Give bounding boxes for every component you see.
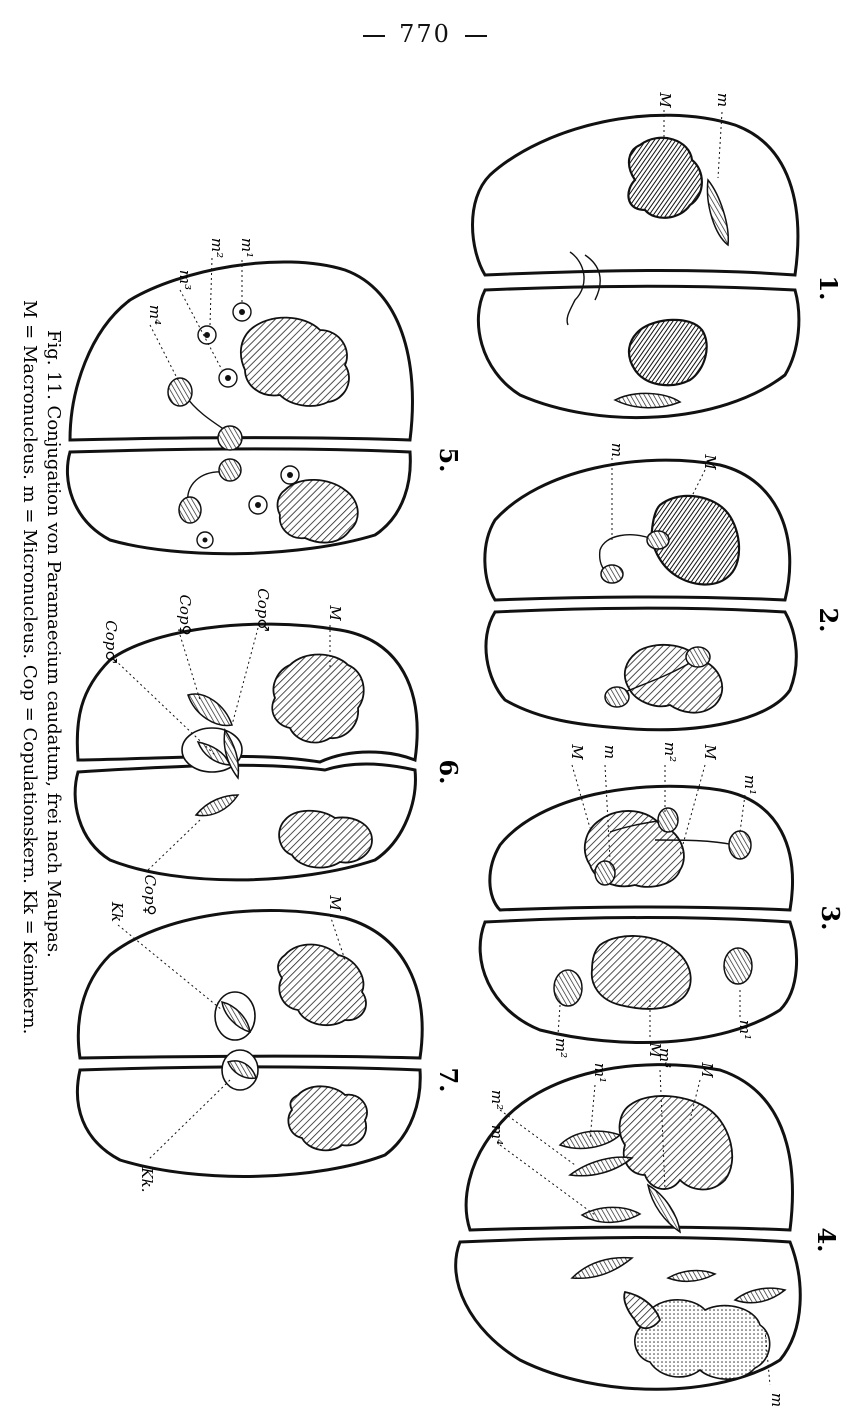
fig4-m3-label: m³ — [656, 1047, 674, 1069]
fig5-micronucleus-m4-a — [168, 378, 192, 406]
fig5-micronucleus-m4-b — [218, 426, 242, 450]
fig4-m-label: m — [768, 1392, 786, 1408]
fig3-M-label-a: M — [568, 744, 586, 760]
figure-1 — [473, 91, 844, 417]
fig3-m1-label: m¹ — [741, 774, 759, 796]
fig5-number: 5. — [434, 447, 463, 473]
figure-caption — [19, 300, 64, 1034]
fig6-cell-upper — [77, 624, 417, 762]
fig3-micronucleus-m1 — [729, 831, 751, 859]
fig6-cop-female2-label: Cop♀ — [141, 874, 159, 916]
fig6-M-label: M — [326, 605, 344, 621]
fig3-m-label: m — [601, 744, 619, 760]
figure-7 — [77, 894, 463, 1192]
fig6-number: 6. — [434, 759, 463, 785]
fig5-micronucleus-lower-d — [219, 459, 241, 481]
fig5-micronucleus-lower-b-dot — [255, 502, 261, 508]
fig5-micronucleus-m1-dot — [239, 309, 245, 315]
fig3-micronucleus-m2 — [658, 808, 678, 832]
fig7-kk2-label: Kk. — [138, 1167, 156, 1193]
fig7-cell-upper — [78, 910, 422, 1058]
fig3-micronucleus-lower-m1 — [724, 948, 752, 984]
fig4-number: 4. — [812, 1227, 841, 1253]
fig3-M-label-b: M — [701, 744, 719, 760]
fig5-micronucleus-lower-a-dot — [287, 472, 293, 478]
fig7-kk-label: Kk — [108, 901, 126, 923]
figure-5 — [67, 238, 463, 554]
fig2-micronucleus-upper-a — [647, 531, 669, 549]
fig6-cop-female-label: Cop♀ — [176, 594, 194, 636]
fig2-m-label: m — [608, 442, 626, 458]
fig6-cop-male-label: Cop♂ — [254, 588, 272, 632]
fig5-m2-label: m² — [208, 237, 226, 259]
fig3-m1-lower-label: m¹ — [736, 1019, 754, 1041]
fig1-M-label: M — [656, 92, 674, 108]
fig2-micronucleus-lower-a — [605, 687, 629, 707]
fig4-m2-label: m² — [488, 1089, 506, 1111]
caption-line-1: Fig. 11. Conjugation von Paramaecium caudatum, frei nach Maupas. — [43, 330, 64, 958]
fig2-M-label: M — [701, 454, 719, 470]
fig3-m2-lower-label: m² — [552, 1037, 570, 1059]
fig4-M-label: M — [698, 1062, 716, 1078]
page-number: 770 — [0, 20, 850, 48]
fig1-macronucleus-lower — [629, 320, 707, 385]
fig2-micronucleus-upper-b — [601, 565, 623, 583]
fig1-number: 1. — [814, 275, 843, 301]
fig5-micronucleus-m3-dot — [225, 375, 231, 381]
fig3-M-lower-label: M — [646, 1042, 664, 1058]
fig5-m1-label: m¹ — [238, 237, 256, 259]
fig2-cell-upper — [485, 460, 790, 600]
fig4-m4-label: m⁴ — [488, 1124, 506, 1146]
fig5-m4-label: m⁴ — [146, 304, 164, 326]
fig5-micronucleus-lower-c-dot — [203, 538, 208, 543]
caption-line-2: M = Macronucleus. m = Micronucleus. Cop = Copulationskern. Kk = Keimkern. — [19, 300, 40, 1035]
figure-2 — [485, 443, 843, 730]
fig6-cell-lower — [75, 764, 415, 880]
fig5-m3-label: m³ — [176, 269, 194, 291]
fig4-m1-label: m¹ — [591, 1062, 609, 1084]
fig5-micronucleus-lower-e — [179, 497, 201, 523]
fig7-number: 7. — [434, 1067, 463, 1093]
fig2-number: 2. — [814, 607, 843, 633]
fig3-m2-label: m² — [661, 741, 679, 763]
fig5-micronucleus-m2-dot — [204, 332, 210, 338]
fig3-micronucleus-lower-m2 — [554, 970, 582, 1006]
figure-4 — [456, 1048, 841, 1407]
figure-3 — [480, 742, 845, 1058]
fig6-cop-male2-label: Cop♂ — [102, 620, 120, 664]
fig7-M-label: M — [326, 895, 344, 911]
fig2-micronucleus-lower-b — [686, 647, 710, 667]
figure-6 — [75, 588, 463, 915]
fig3-number: 3. — [816, 905, 845, 931]
fig1-m-label: m — [714, 92, 732, 108]
fig3-micronucleus-lower-left — [595, 861, 615, 885]
